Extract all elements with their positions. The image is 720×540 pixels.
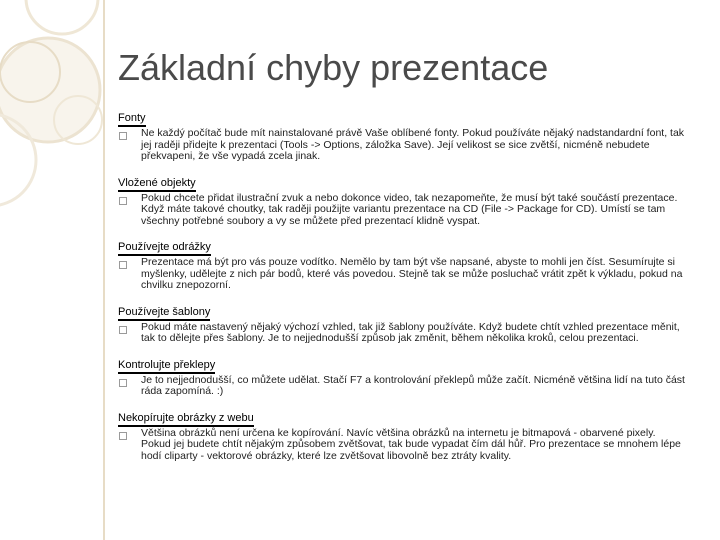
bullet-text: Je to nejjednodušší, co můžete udělat. Stačí F7 a kontrolování překlepů může začít. Nicméně většina lidí na tuto část ráda zapomíná. :) (141, 373, 685, 397)
section-fonty (118, 108, 688, 163)
slide-title: Základní chyby prezentace (118, 47, 549, 88)
section-preklepy (118, 355, 688, 398)
hollow-square-bullet-icon (119, 379, 127, 387)
section-heading: Fonty (118, 112, 146, 127)
bullet-text: Většina obrázků není určena ke kopírování. Navíc většina obrázků na internetu je bitmapová - obarvené pixely. Pokud jej budete chtít nějakým způsobem zvětšovat, tak bude vypadat čím dál hůř. Pro prezentace se mnohem lépe hodí cliparty - vektorové obrázky, které lze zvětšovat libovolně bez ztráty kvality. (141, 426, 681, 462)
section-odrazky (118, 237, 688, 292)
hollow-square-bullet-icon (119, 132, 127, 140)
slide-content (118, 108, 688, 472)
section-heading: Kontrolujte překlepy (118, 359, 215, 374)
section-obrazky (118, 408, 688, 463)
bullet-item (118, 428, 688, 463)
bullet-item (118, 322, 688, 345)
bullet-item (118, 128, 688, 163)
section-heading: Používejte šablony (118, 306, 210, 321)
bullet-item (118, 257, 688, 292)
hollow-square-bullet-icon (119, 432, 127, 440)
vertical-rule (103, 0, 105, 540)
section-heading: Vložené objekty (118, 177, 196, 192)
section-vlozene-objekty (118, 173, 688, 228)
corner-circles-decoration (0, 0, 110, 540)
bullet-text: Prezentace má být pro vás pouze vodítko. Nemělo by tam být vše napsané, abyste to mohli jen číst. Sesumírujte si myšlenky, udělejte z nich pár bodů, které vás povedou. Stejně tak se může posluchač vrátit zpět k výkladu, pokud na chvilku znepozorní. (141, 256, 683, 291)
section-heading: Používejte odrážky (118, 241, 211, 256)
bullet-item (118, 375, 688, 398)
hollow-square-bullet-icon (119, 261, 127, 269)
section-sablony (118, 302, 688, 345)
section-heading: Nekopírujte obrázky z webu (118, 412, 254, 427)
bullet-text: Pokud máte nastavený nějaký výchozí vzhled, tak již šablony používáte. Když budete chtít vzhled prezentace měnit, tak to dělejte přes šablony. Je to nejjednodušší způsob jak změnit, během několika kroků, celou prezentaci. (141, 320, 680, 344)
bullet-text: Ne každý počítač bude mít nainstalované právě Vaše oblíbené fonty. Pokud používáte nějaký nadstandardní font, tak jej raději přidejte k prezentaci (Tools -> Options, záložka Save). Její velikost se sice zvětší, nicméně nebudete překvapeni, že vše vypadá zcela jinak. (141, 127, 685, 162)
bullet-text: Pokud chcete přidat ilustrační zvuk a nebo dokonce video, tak nezapomeňte, že musí být také součástí prezentace. Když máte takové choutky, tak raději použijte variantu prezentace na CD (File -> Package for CD). Umístí se tam všechny potřebné soubory a vy se můžete před prezentací klidně vyspat. (141, 191, 678, 227)
hollow-square-bullet-icon (119, 197, 127, 205)
bullet-item (118, 193, 688, 228)
hollow-square-bullet-icon (119, 326, 127, 334)
